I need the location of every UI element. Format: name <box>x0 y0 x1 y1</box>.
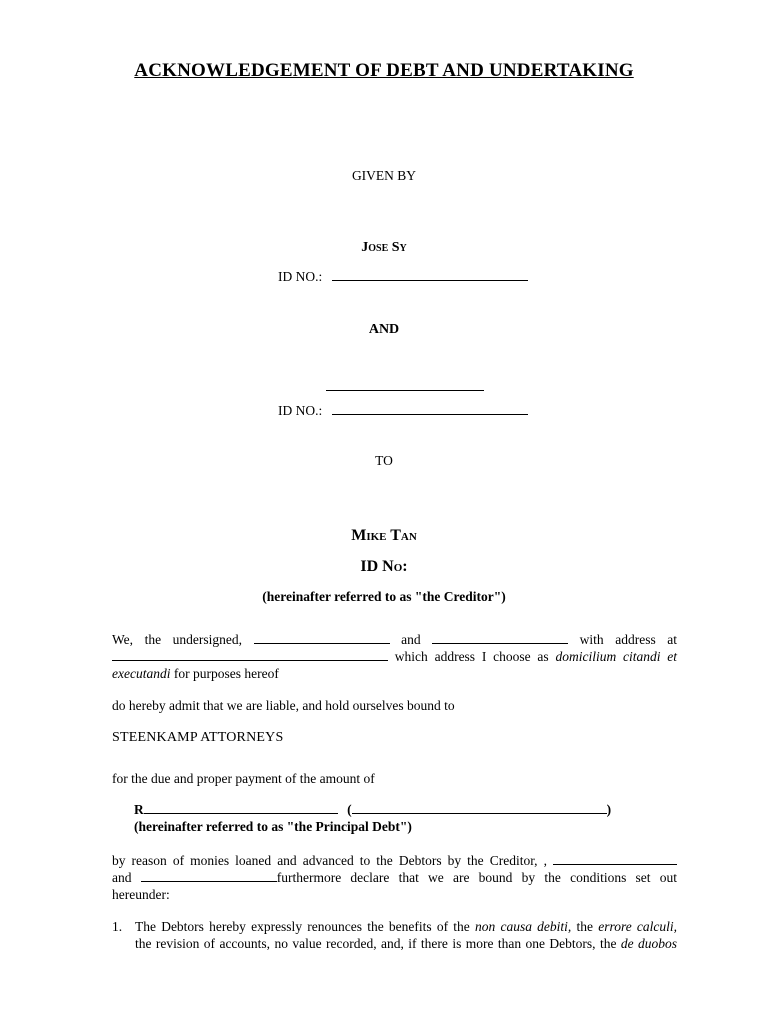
amount-figures-blank <box>144 813 338 814</box>
and-label: AND <box>368 322 400 337</box>
creditor-reference: (hereinafter referred to as "the Creditor") <box>262 589 506 604</box>
debtor-1-name-blank <box>254 643 390 644</box>
attorneys-name: STEENKAMP ATTORNEYS <box>112 730 284 745</box>
id-label: ID NO.: <box>278 269 323 284</box>
given-by-label: GIVEN BY <box>351 168 417 183</box>
creditor-id-label: ID No: <box>360 558 408 575</box>
reason-line-3: hereunder: <box>112 887 170 902</box>
amount-row: R ( ) <box>134 802 612 817</box>
undersigned-line-2: which address I choose as domicilium citandi et <box>112 648 677 665</box>
reason-paragraph <box>112 852 677 903</box>
reason-blank-2 <box>141 881 277 882</box>
undersigned-line-3: executandi for purposes hereof <box>112 666 279 681</box>
liability-statement: do hereby admit that we are liable, and hold ourselves bound to <box>112 698 455 713</box>
id-label: ID NO.: <box>278 403 323 418</box>
item-1-number: 1. <box>112 919 123 934</box>
principal-debt-reference: (hereinafter referred to as "the Principal Debt") <box>134 819 412 834</box>
debtor-2-name-blank <box>326 376 484 391</box>
address-blank <box>112 660 388 661</box>
undersigned-paragraph <box>112 631 677 682</box>
undersigned-line-1: We, the undersigned, and with address at <box>112 632 677 647</box>
conditions-list-item-1 <box>112 918 677 952</box>
domicilium-line-2: domicilium citandi et <box>555 649 678 664</box>
creditor-name: Mike Tan <box>351 527 417 544</box>
amount-intro: for the due and proper payment of the amount of <box>112 771 375 786</box>
debtor-1-id-blank <box>332 280 528 281</box>
to-label: TO <box>375 453 393 468</box>
item-1-line-2: the revision of accounts, no value recorded, and, if there is more than one Debtors, the de duobos <box>135 936 677 951</box>
document-title: ACKNOWLEDGEMENT OF DEBT AND UNDERTAKING <box>134 60 634 81</box>
debtor-2-name-blank-inline <box>432 643 568 644</box>
reason-blank-1 <box>553 864 677 865</box>
item-1-line-1: The Debtors hereby expressly renounces the benefits of the non causa debiti, the errore calculi, <box>135 919 678 934</box>
reason-line-2: and furthermore declare that we are bound by the conditions set out <box>112 870 677 885</box>
debtor-1-name: Jose Sy <box>361 240 407 255</box>
debtor-1-id-row <box>278 269 528 285</box>
debtor-2-id-row <box>278 403 528 419</box>
amount-words-blank <box>352 813 607 814</box>
reason-line-1: by reason of monies loaned and advanced to the Debtors by the Creditor, , <box>112 852 677 869</box>
debtor-2-id-blank <box>332 414 528 415</box>
